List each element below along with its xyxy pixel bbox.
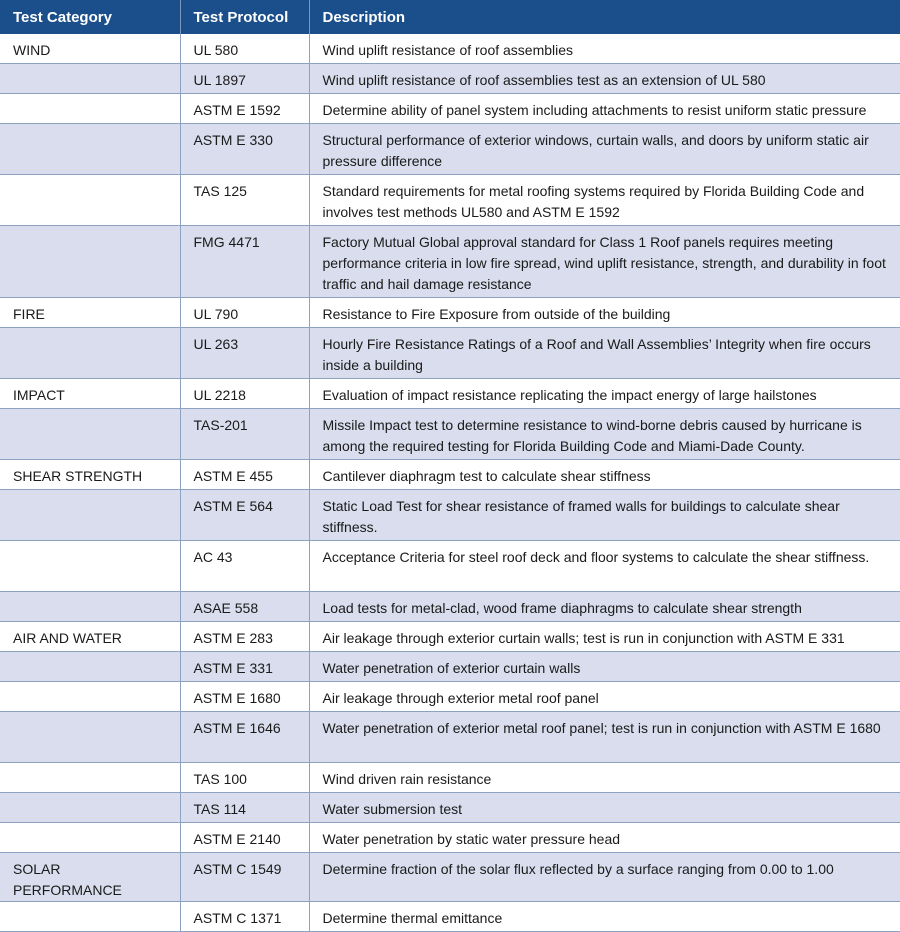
cell-description: Cantilever diaphragm test to calculate shear stiffness — [309, 460, 900, 490]
cell-category — [0, 124, 180, 175]
header-test-protocol: Test Protocol — [180, 0, 309, 34]
table-row — [0, 712, 900, 763]
cell-category: AIR AND WATER — [0, 622, 180, 652]
cell-category — [0, 490, 180, 541]
cell-category — [0, 64, 180, 94]
cell-category — [0, 763, 180, 793]
cell-description: Missile Impact test to determine resistance to wind-borne debris caused by hurricane is among the required testing for Florida Building Code and Miami-Dade County. — [309, 409, 900, 460]
cell-protocol: TAS 100 — [180, 763, 309, 793]
table-row — [0, 298, 900, 328]
header-test-category: Test Category — [0, 0, 180, 34]
table-row — [0, 409, 900, 460]
cell-description: Load tests for metal-clad, wood frame diaphragms to calculate shear strength — [309, 592, 900, 622]
cell-protocol: ASTM C 1549 — [180, 853, 309, 902]
cell-category — [0, 94, 180, 124]
table-row — [0, 34, 900, 64]
table-row — [0, 793, 900, 823]
cell-description: Determine ability of panel system including attachments to resist uniform static pressure — [309, 94, 900, 124]
cell-protocol: ASAE 558 — [180, 592, 309, 622]
cell-category — [0, 712, 180, 763]
cell-description: Wind driven rain resistance — [309, 763, 900, 793]
cell-description: Standard requirements for metal roofing systems required by Florida Building Code and involves test methods UL580 and ASTM E 1592 — [309, 175, 900, 226]
table-row — [0, 175, 900, 226]
cell-description: Water penetration of exterior curtain walls — [309, 652, 900, 682]
cell-category: WIND — [0, 34, 180, 64]
table-row — [0, 823, 900, 853]
cell-description: Air leakage through exterior metal roof panel — [309, 682, 900, 712]
cell-description: Water penetration of exterior metal roof panel; test is run in conjunction with ASTM E 1680 — [309, 712, 900, 763]
cell-category — [0, 592, 180, 622]
cell-category — [0, 226, 180, 298]
table-row — [0, 853, 900, 902]
table-row — [0, 124, 900, 175]
cell-category — [0, 902, 180, 932]
table-row — [0, 490, 900, 541]
cell-category — [0, 328, 180, 379]
cell-protocol: TAS-201 — [180, 409, 309, 460]
cell-protocol: AC 43 — [180, 541, 309, 592]
table-header-row — [0, 0, 900, 34]
table-row — [0, 682, 900, 712]
cell-protocol: UL 580 — [180, 34, 309, 64]
cell-protocol: ASTM E 1680 — [180, 682, 309, 712]
cell-category: IMPACT — [0, 379, 180, 409]
cell-description: Water submersion test — [309, 793, 900, 823]
cell-category: SHEAR STRENGTH — [0, 460, 180, 490]
cell-protocol: ASTM E 2140 — [180, 823, 309, 853]
table-row — [0, 64, 900, 94]
table-row — [0, 652, 900, 682]
table-row — [0, 94, 900, 124]
cell-description: Wind uplift resistance of roof assemblies test as an extension of UL 580 — [309, 64, 900, 94]
cell-protocol: ASTM E 330 — [180, 124, 309, 175]
cell-protocol: ASTM E 564 — [180, 490, 309, 541]
cell-protocol: ASTM E 331 — [180, 652, 309, 682]
cell-description: Water penetration by static water pressure head — [309, 823, 900, 853]
cell-category — [0, 409, 180, 460]
table-row — [0, 226, 900, 298]
cell-protocol: ASTM E 1646 — [180, 712, 309, 763]
cell-category — [0, 541, 180, 592]
table-row — [0, 460, 900, 490]
cell-protocol: UL 790 — [180, 298, 309, 328]
cell-category: FIRE — [0, 298, 180, 328]
table-row — [0, 902, 900, 932]
cell-protocol: ASTM C 1371 — [180, 902, 309, 932]
table-row — [0, 379, 900, 409]
cell-category — [0, 823, 180, 853]
cell-category — [0, 175, 180, 226]
table-row — [0, 622, 900, 652]
cell-description: Resistance to Fire Exposure from outside of the building — [309, 298, 900, 328]
cell-protocol: TAS 114 — [180, 793, 309, 823]
table-row — [0, 592, 900, 622]
table-row — [0, 763, 900, 793]
cell-description: Air leakage through exterior curtain walls; test is run in conjunction with ASTM E 331 — [309, 622, 900, 652]
cell-protocol: ASTM E 455 — [180, 460, 309, 490]
cell-description: Determine fraction of the solar flux reflected by a surface ranging from 0.00 to 1.00 — [309, 853, 900, 902]
table-row — [0, 541, 900, 592]
cell-description: Hourly Fire Resistance Ratings of a Roof and Wall Assemblies’ Integrity when fire occurs inside a building — [309, 328, 900, 379]
table-row — [0, 328, 900, 379]
cell-protocol: UL 2218 — [180, 379, 309, 409]
cell-protocol: TAS 125 — [180, 175, 309, 226]
cell-description: Evaluation of impact resistance replicating the impact energy of large hailstones — [309, 379, 900, 409]
cell-description: Factory Mutual Global approval standard for Class 1 Roof panels requires meeting performance criteria in low fire spread, wind uplift resistance, strength, and durability in foot traffic and hail damage resistance — [309, 226, 900, 298]
header-description: Description — [309, 0, 900, 34]
cell-category — [0, 652, 180, 682]
cell-category: SOLAR PERFORMANCE — [0, 853, 180, 902]
cell-description: Acceptance Criteria for steel roof deck and floor systems to calculate the shear stiffness. — [309, 541, 900, 592]
cell-description: Static Load Test for shear resistance of framed walls for buildings to calculate shear stiffness. — [309, 490, 900, 541]
cell-category — [0, 793, 180, 823]
cell-protocol: ASTM E 283 — [180, 622, 309, 652]
cell-protocol: FMG 4471 — [180, 226, 309, 298]
cell-protocol: ASTM E 1592 — [180, 94, 309, 124]
cell-description: Determine thermal emittance — [309, 902, 900, 932]
cell-protocol: UL 1897 — [180, 64, 309, 94]
cell-protocol: UL 263 — [180, 328, 309, 379]
cell-description: Structural performance of exterior windows, curtain walls, and doors by uniform static air pressure difference — [309, 124, 900, 175]
cell-description: Wind uplift resistance of roof assemblies — [309, 34, 900, 64]
cell-category — [0, 682, 180, 712]
